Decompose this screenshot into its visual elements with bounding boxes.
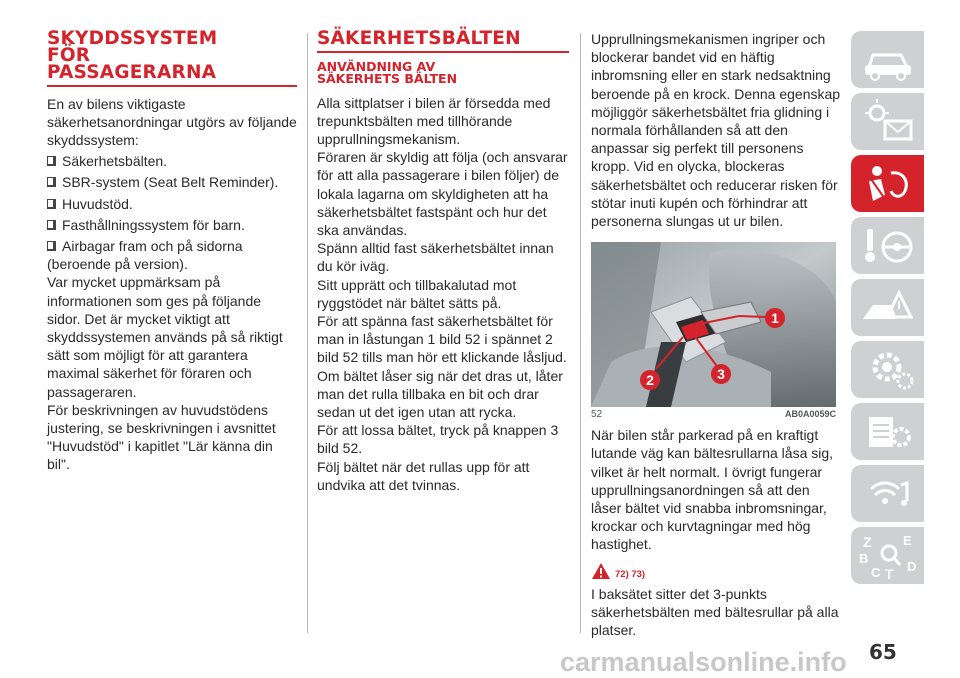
key-steering-wheel-icon: [851, 217, 924, 274]
seatbelt-buckle-photo: [591, 242, 836, 407]
multimedia-icon: [851, 465, 924, 522]
paragraph: När bilen står parkerad på en kraftigt lutande väg kan bältesrullarna låsa sig, vilket är helt normalt. I övrigt fungerar upprullningsanordningen så att den låser bältet vid snabba inbromsningar, krockar och kurvtagningar med hög hastighet.: [591, 427, 834, 553]
callout-2: 2: [646, 372, 654, 389]
column-seatbelts: [317, 30, 569, 494]
chapter-tabs: [851, 31, 924, 589]
car-icon: [851, 31, 924, 88]
paragraph: För att spänna fast säkerhetsbältet för man in låstungan 1 bild 52 i spännet 2 bild 52 tills man hör ett klickande låsljud.: [317, 312, 567, 366]
paragraph: I baksätet sitter det 3-punkts säkerhetsbälten med bältesrullar på alla platser.: [591, 585, 839, 639]
column-protection-systems: [47, 30, 297, 474]
tab-car[interactable]: [851, 31, 924, 88]
svg-text:T: T: [885, 566, 894, 582]
bullet-icon: [47, 156, 56, 166]
callout-1: 1: [771, 310, 779, 327]
tab-starting-driving[interactable]: [851, 217, 924, 274]
paragraph: Om bältet låser sig när det dras ut, låter man det rulla tillbaka en bit och drar sedan ut det igen utan att rycka.: [317, 367, 563, 420]
figure-number: 52: [591, 409, 603, 421]
warning-lights-icon: [851, 93, 924, 150]
figure-code: AB0A0059C: [784, 409, 836, 420]
seatbelt-airbag-icon: [851, 155, 924, 212]
tab-emergency[interactable]: [851, 279, 924, 336]
intro-text: En av bilens viktigaste säkerhetsanordningar utgörs av följande skyddssystem:: [47, 95, 297, 148]
maintenance-gear-icon: [851, 341, 924, 398]
paragraph: Var mycket uppmärksam på informationen som ges på följande sidor. Det är mycket viktigt att skyddssystemen används på så riktigt sätt som möjligt för att garantera maximal säkerhet för föraren och passageraren.: [47, 274, 283, 400]
footer-watermark: carmanualsonline.info: [560, 647, 847, 677]
paragraph: Sitt upprätt och tillbakalutad mot ryggstödet när bältet sätts på.: [317, 276, 517, 311]
paragraph: Upprullningsmekanismen ingriper och blockerar bandet vid en häftig inbromsning eller en stark nedsaktning beroende på en krock. Denna egenskap möjliggör säkerhetsbältet fria glidning i normala förhållanden så att den anpassar sig perfekt till personens kropp. Vid en olycka, blockeras säkerhetsbältet och reducerar risken för stötar inuti kupén och förhindrar att personerna slungas ut ur bilen.: [591, 31, 841, 230]
bullet-icon: [47, 220, 56, 230]
tab-warning-lights[interactable]: [851, 93, 924, 150]
callout-3: 3: [717, 366, 725, 383]
warning-triangle-icon: [591, 562, 611, 580]
paragraph: Spänn alltid fast säkerhetsbältet innan du kör iväg.: [317, 240, 554, 275]
title-underline: [47, 85, 297, 87]
tab-index[interactable]: [851, 527, 924, 584]
list-item: Airbagar fram och på sidorna (beroende på version).: [47, 237, 243, 273]
svg-text:D: D: [907, 559, 917, 574]
bullet-icon: [47, 199, 56, 209]
paragraph: Följ bältet när det rullas upp för att undvika att det tvinnas.: [317, 458, 530, 493]
paragraph: Alla sittplatser i bilen är försedda med trepunktsbälten med tillhörande upprullningsmekanism.: [317, 94, 551, 147]
bullet-icon: [47, 177, 56, 187]
svg-text:E: E: [903, 533, 912, 548]
list-item: Fasthållningssystem för barn.: [47, 216, 297, 234]
page-number: 65: [869, 640, 897, 664]
section-title-seatbelts: SÄKERHETSBÄLTEN: [317, 28, 521, 49]
tab-maintenance[interactable]: [851, 341, 924, 398]
tab-multimedia[interactable]: [851, 465, 924, 522]
tab-technical-data[interactable]: [851, 403, 924, 460]
index-az-icon: [851, 527, 924, 584]
subsection-title: ANVÄNDNING AV SÄKERHETS BÄLTEN: [317, 58, 458, 86]
tab-safety[interactable]: [851, 155, 924, 212]
list-item: SBR-system (Seat Belt Reminder).: [47, 173, 297, 191]
warning-reference: [591, 562, 841, 580]
paragraph: För att lossa bältet, tryck på knappen 3 bild 52.: [317, 422, 559, 457]
title-underline: [317, 51, 569, 53]
figure-52: [591, 242, 836, 428]
roadside-triangle-icon: [851, 279, 924, 336]
svg-text:C: C: [871, 565, 881, 580]
svg-text:B: B: [859, 551, 869, 566]
warning-refs: 72) 73): [615, 568, 646, 580]
svg-text:Z: Z: [863, 534, 872, 550]
figure-caption: [591, 409, 836, 420]
section-title-protection: SKYDDSSYSTEM FÖR PASSAGERARNA: [47, 28, 218, 83]
list-item: Säkerhetsbälten.: [47, 152, 297, 170]
paragraph: För beskrivningen av huvudstödens justering, se beskrivningen i avsnittet "Huvudstöd" i kapitlet "Lär känna din bil".: [47, 401, 276, 473]
column-retractor: [591, 30, 841, 639]
bullet-icon: [47, 241, 56, 251]
list-item: Huvudstöd.: [47, 195, 297, 213]
column-divider: [580, 33, 581, 633]
column-divider: [307, 33, 308, 633]
technical-data-icon: [851, 403, 924, 460]
paragraph: Föraren är skyldig att följa (och ansvarar för att alla passagerare i bilen följer) de lokala lagarna om skyldigheten att ha säkerhetsbältet fastspänt och hur det ska användas.: [317, 149, 568, 238]
